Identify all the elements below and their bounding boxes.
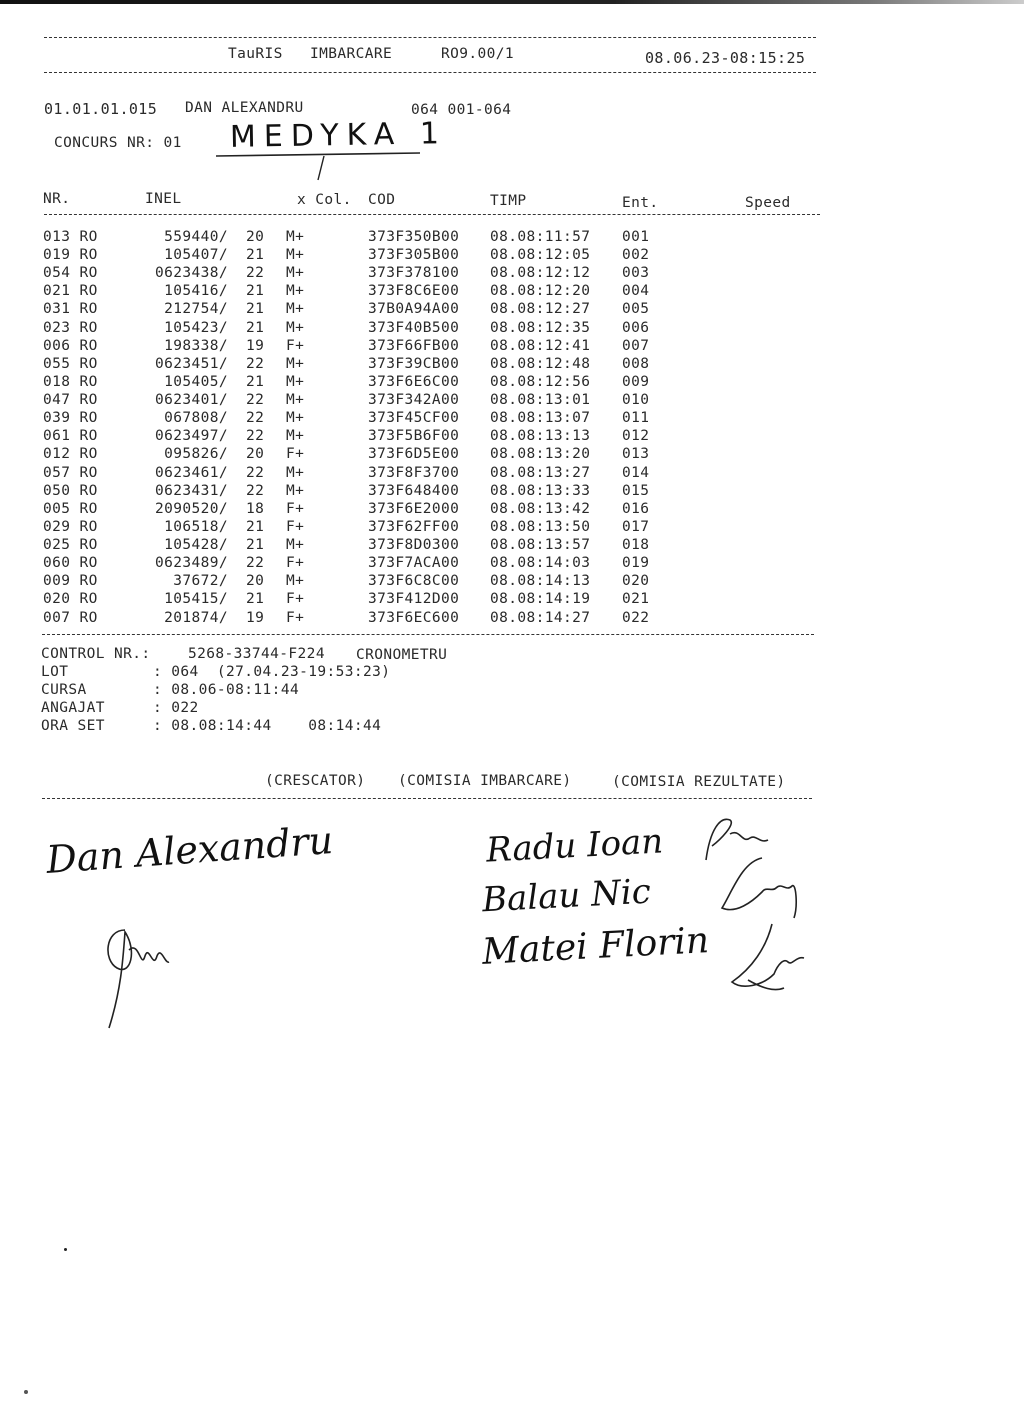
cell-nr: 009 RO xyxy=(43,573,98,590)
cell-nr: 012 RO xyxy=(43,446,98,463)
cell-inel: 2090520/ xyxy=(154,500,228,517)
table-row xyxy=(0,392,820,410)
cell-timp: 08.08:12:12 xyxy=(490,265,591,282)
signature-rule xyxy=(42,798,812,799)
owner-signature xyxy=(95,910,185,1040)
cell-color: M+ xyxy=(286,464,305,481)
cell-color: F+ xyxy=(286,591,305,608)
cell-nr: 060 RO xyxy=(43,555,98,572)
lot-label: LOT xyxy=(41,664,69,680)
cell-ent: 005 xyxy=(622,301,650,318)
table-row xyxy=(0,247,820,265)
cell-cod: 373F8C6E00 xyxy=(368,283,460,300)
cell-ent: 021 xyxy=(622,591,650,608)
cell-cod: 373F6D5E00 xyxy=(368,446,460,463)
lot-value: : 064 (27.04.23-19:53:23) xyxy=(153,664,391,680)
cell-year: 22 xyxy=(246,428,265,445)
cell-timp: 08.08:13:33 xyxy=(490,482,591,499)
cell-ent: 007 xyxy=(622,337,650,354)
header-module: IMBARCARE xyxy=(310,46,393,62)
cell-nr: 055 RO xyxy=(43,355,98,372)
cell-cod: 373F8D0300 xyxy=(368,537,460,554)
owner-handwritten-name: Dan Alexandru xyxy=(44,818,335,882)
cell-timp: 08.08:12:27 xyxy=(490,301,591,318)
cell-color: M+ xyxy=(286,392,305,409)
col-nr: NR. xyxy=(43,191,71,207)
cell-color: M+ xyxy=(286,428,305,445)
cell-year: 22 xyxy=(246,482,265,499)
committee-signature-3 xyxy=(712,918,812,998)
cell-timp: 08.08:13:42 xyxy=(490,500,591,517)
owner-code: 01.01.01.015 xyxy=(44,100,158,118)
cell-timp: 08.08:14:13 xyxy=(490,573,591,590)
cell-timp: 08.08:12:05 xyxy=(490,247,591,264)
cell-inel: 0623461/ xyxy=(154,464,228,481)
cell-timp: 08.08:13:13 xyxy=(490,428,591,445)
cell-cod: 373F648400 xyxy=(368,482,460,499)
cell-ent: 020 xyxy=(622,573,650,590)
cell-cod: 373F342A00 xyxy=(368,392,460,409)
cell-nr: 047 RO xyxy=(43,392,98,409)
cell-color: M+ xyxy=(286,537,305,554)
cell-year: 22 xyxy=(246,555,265,572)
cell-nr: 031 RO xyxy=(43,301,98,318)
cell-year: 19 xyxy=(246,337,265,354)
label-comisia-imbarcare: (COMISIA IMBARCARE) xyxy=(398,773,572,789)
col-timp: TIMP xyxy=(490,193,527,209)
cell-timp: 08.08:13:01 xyxy=(490,392,591,409)
table-row xyxy=(0,555,820,573)
cell-color: F+ xyxy=(286,446,305,463)
cell-inel: 0623489/ xyxy=(154,555,228,572)
cell-color: F+ xyxy=(286,518,305,535)
cell-inel: 105428/ xyxy=(164,537,228,554)
table-row xyxy=(0,446,820,464)
cursa-value: : 08.06-08:11:44 xyxy=(153,682,300,698)
cell-color: M+ xyxy=(286,265,305,282)
table-row xyxy=(0,338,820,356)
cell-cod: 373F8F3700 xyxy=(368,464,460,481)
cell-cod: 373F6E6C00 xyxy=(368,373,460,390)
table-row xyxy=(0,229,820,247)
cell-ent: 003 xyxy=(622,265,650,282)
cell-inel: 105416/ xyxy=(164,283,228,300)
cell-inel: 0623401/ xyxy=(154,392,228,409)
cell-color: F+ xyxy=(286,337,305,354)
table-row xyxy=(0,501,820,519)
cell-nr: 005 RO xyxy=(43,500,98,517)
cell-inel: 0623438/ xyxy=(154,265,228,282)
cell-nr: 050 RO xyxy=(43,482,98,499)
control-label: CONTROL NR.: xyxy=(41,646,151,662)
cell-cod: 373F7ACA00 xyxy=(368,555,460,572)
committee-name-2: Balau Nic xyxy=(481,871,652,921)
cell-cod: 373F39CB00 xyxy=(368,355,460,372)
cell-color: M+ xyxy=(286,283,305,300)
cell-year: 22 xyxy=(246,355,265,372)
table-row xyxy=(0,573,820,591)
cell-cod: 373F6EC600 xyxy=(368,609,460,626)
cell-cod: 373F45CF00 xyxy=(368,410,460,427)
cell-timp: 08.08:13:20 xyxy=(490,446,591,463)
cell-year: 22 xyxy=(246,464,265,481)
cell-color: M+ xyxy=(286,319,305,336)
cell-color: M+ xyxy=(286,373,305,390)
cell-inel: 201874/ xyxy=(164,609,228,626)
cell-year: 22 xyxy=(246,265,265,282)
cell-timp: 08.08:14:03 xyxy=(490,555,591,572)
table-bottom-rule xyxy=(42,634,814,635)
scan-top-edge xyxy=(0,0,1024,4)
cell-cod: 37B0A94A00 xyxy=(368,301,460,318)
cell-timp: 08.08:13:50 xyxy=(490,518,591,535)
cell-timp: 08.08:13:27 xyxy=(490,464,591,481)
cell-timp: 08.08:12:56 xyxy=(490,373,591,390)
cell-inel: 0623497/ xyxy=(154,428,228,445)
col-speed: Speed xyxy=(745,195,791,211)
cell-cod: 373F378100 xyxy=(368,265,460,282)
cell-inel: 198338/ xyxy=(164,337,228,354)
cell-color: M+ xyxy=(286,573,305,590)
header-system: TauRIS xyxy=(228,46,283,62)
cell-ent: 019 xyxy=(622,555,650,572)
cell-cod: 373F62FF00 xyxy=(368,518,460,535)
cell-color: M+ xyxy=(286,229,305,245)
table-row xyxy=(0,428,820,446)
cell-year: 20 xyxy=(246,229,265,245)
cell-color: F+ xyxy=(286,555,305,572)
cell-year: 21 xyxy=(246,301,265,318)
cell-nr: 039 RO xyxy=(43,410,98,427)
cell-color: M+ xyxy=(286,301,305,318)
cell-inel: 105423/ xyxy=(164,319,228,336)
cell-nr: 018 RO xyxy=(43,373,98,390)
cell-year: 19 xyxy=(246,609,265,626)
header-version: RO9.00/1 xyxy=(441,46,515,62)
cell-inel: 105407/ xyxy=(164,247,228,264)
cell-year: 20 xyxy=(246,573,265,590)
cell-timp: 08.08:12:48 xyxy=(490,355,591,372)
cell-timp: 08.08:11:57 xyxy=(490,229,591,245)
cell-ent: 009 xyxy=(622,373,650,390)
cell-inel: 0623451/ xyxy=(154,355,228,372)
cell-ent: 010 xyxy=(622,392,650,409)
angajat-label: ANGAJAT xyxy=(41,700,105,716)
cell-cod: 373F6E2000 xyxy=(368,500,460,517)
cell-ent: 013 xyxy=(622,446,650,463)
cronometru: CRONOMETRU xyxy=(356,647,448,663)
cell-cod: 373F305B00 xyxy=(368,247,460,264)
cell-timp: 08.08:12:20 xyxy=(490,283,591,300)
cell-inel: 067808/ xyxy=(164,410,228,427)
cell-cod: 373F412D00 xyxy=(368,591,460,608)
cell-timp: 08.08:12:35 xyxy=(490,319,591,336)
cell-nr: 029 RO xyxy=(43,518,98,535)
header-rule-top xyxy=(44,37,816,38)
cell-inel: 0623431/ xyxy=(154,482,228,499)
table-row xyxy=(0,356,820,374)
cell-ent: 012 xyxy=(622,428,650,445)
cell-nr: 013 RO xyxy=(43,229,98,245)
cell-cod: 373F40B500 xyxy=(368,319,460,336)
angajat-value: : 022 xyxy=(153,700,199,716)
cell-year: 21 xyxy=(246,518,265,535)
cell-nr: 057 RO xyxy=(43,464,98,481)
label-comisia-rezultate: (COMISIA REZULTATE) xyxy=(612,774,786,790)
cell-nr: 021 RO xyxy=(43,283,98,300)
cell-nr: 054 RO xyxy=(43,265,98,282)
cell-color: M+ xyxy=(286,482,305,499)
scan-speck xyxy=(24,1390,28,1394)
cell-year: 21 xyxy=(246,591,265,608)
cell-timp: 08.08:12:41 xyxy=(490,337,591,354)
cell-timp: 08.08:13:57 xyxy=(490,537,591,554)
cell-ent: 011 xyxy=(622,410,650,427)
owner-range: 064 001-064 xyxy=(411,102,512,118)
cell-color: M+ xyxy=(286,410,305,427)
cell-nr: 020 RO xyxy=(43,591,98,608)
col-col: x Col. xyxy=(297,192,352,208)
cell-cod: 373F66FB00 xyxy=(368,337,460,354)
header-rule-bottom xyxy=(44,72,816,73)
cell-color: F+ xyxy=(286,609,305,626)
table-row xyxy=(0,301,820,319)
cell-inel: 37672/ xyxy=(173,573,228,590)
table-row xyxy=(0,265,820,283)
table-row xyxy=(0,283,820,301)
cell-timp: 08.08:14:27 xyxy=(490,609,591,626)
cell-year: 22 xyxy=(246,392,265,409)
cell-ent: 014 xyxy=(622,464,650,481)
table-head-rule xyxy=(44,214,820,215)
cell-cod: 373F5B6F00 xyxy=(368,428,460,445)
cell-year: 20 xyxy=(246,446,265,463)
cell-nr: 061 RO xyxy=(43,428,98,445)
table-row xyxy=(0,483,820,501)
cell-cod: 373F350B00 xyxy=(368,229,460,245)
cell-year: 21 xyxy=(246,537,265,554)
cell-ent: 018 xyxy=(622,537,650,554)
cell-ent: 022 xyxy=(622,609,650,626)
table-row xyxy=(0,537,820,555)
table-row xyxy=(0,519,820,537)
cell-ent: 006 xyxy=(622,319,650,336)
cursa-label: CURSA xyxy=(41,682,87,698)
cell-inel: 559440/ xyxy=(164,229,228,245)
cell-ent: 008 xyxy=(622,355,650,372)
contest-name-handwritten: MEDYKA 1 xyxy=(229,116,448,155)
oraset-label: ORA SET xyxy=(41,718,105,734)
table-row xyxy=(0,374,820,392)
table-row xyxy=(0,610,820,628)
label-crescator: (CRESCATOR) xyxy=(265,773,366,789)
cell-nr: 025 RO xyxy=(43,537,98,554)
cell-ent: 004 xyxy=(622,283,650,300)
cell-inel: 212754/ xyxy=(164,301,228,318)
cell-ent: 002 xyxy=(622,247,650,264)
cell-nr: 019 RO xyxy=(43,247,98,264)
cell-color: M+ xyxy=(286,247,305,264)
table-row xyxy=(0,591,820,609)
cell-nr: 006 RO xyxy=(43,337,98,354)
cell-year: 21 xyxy=(246,319,265,336)
cell-year: 21 xyxy=(246,373,265,390)
contest-label: CONCURS NR: 01 xyxy=(54,135,182,151)
cell-timp: 08.08:13:07 xyxy=(490,410,591,427)
scan-speck xyxy=(64,1248,67,1251)
table-row xyxy=(0,320,820,338)
table-row xyxy=(0,410,820,428)
col-cod: COD xyxy=(368,192,396,208)
cell-year: 21 xyxy=(246,283,265,300)
owner-name: DAN ALEXANDRU xyxy=(185,100,304,116)
cell-ent: 015 xyxy=(622,482,650,499)
cell-ent: 001 xyxy=(622,229,650,245)
header-datetime: 08.06.23-08:15:25 xyxy=(645,49,806,67)
control-value: 5268-33744-F224 xyxy=(188,646,325,662)
cell-inel: 105415/ xyxy=(164,591,228,608)
col-inel: INEL xyxy=(145,191,182,207)
cell-timp: 08.08:14:19 xyxy=(490,591,591,608)
cell-year: 21 xyxy=(246,247,265,264)
committee-signature-2 xyxy=(712,852,812,922)
cell-color: F+ xyxy=(286,500,305,517)
col-ent: Ent. xyxy=(622,195,659,211)
table-row xyxy=(0,465,820,483)
committee-name-3: Matei Florin xyxy=(481,920,711,973)
cell-year: 18 xyxy=(246,500,265,517)
cell-ent: 016 xyxy=(622,500,650,517)
cell-cod: 373F6C8C00 xyxy=(368,573,460,590)
cell-color: M+ xyxy=(286,355,305,372)
cell-nr: 023 RO xyxy=(43,319,98,336)
cell-inel: 095826/ xyxy=(164,446,228,463)
cell-inel: 105405/ xyxy=(164,373,228,390)
cell-year: 22 xyxy=(246,410,265,427)
oraset-value: : 08.08:14:44 08:14:44 xyxy=(153,718,382,734)
cell-nr: 007 RO xyxy=(43,609,98,626)
cell-inel: 106518/ xyxy=(164,518,228,535)
cell-ent: 017 xyxy=(622,518,650,535)
committee-name-1: Radu Ioan xyxy=(485,821,665,871)
contest-underline xyxy=(214,150,434,190)
